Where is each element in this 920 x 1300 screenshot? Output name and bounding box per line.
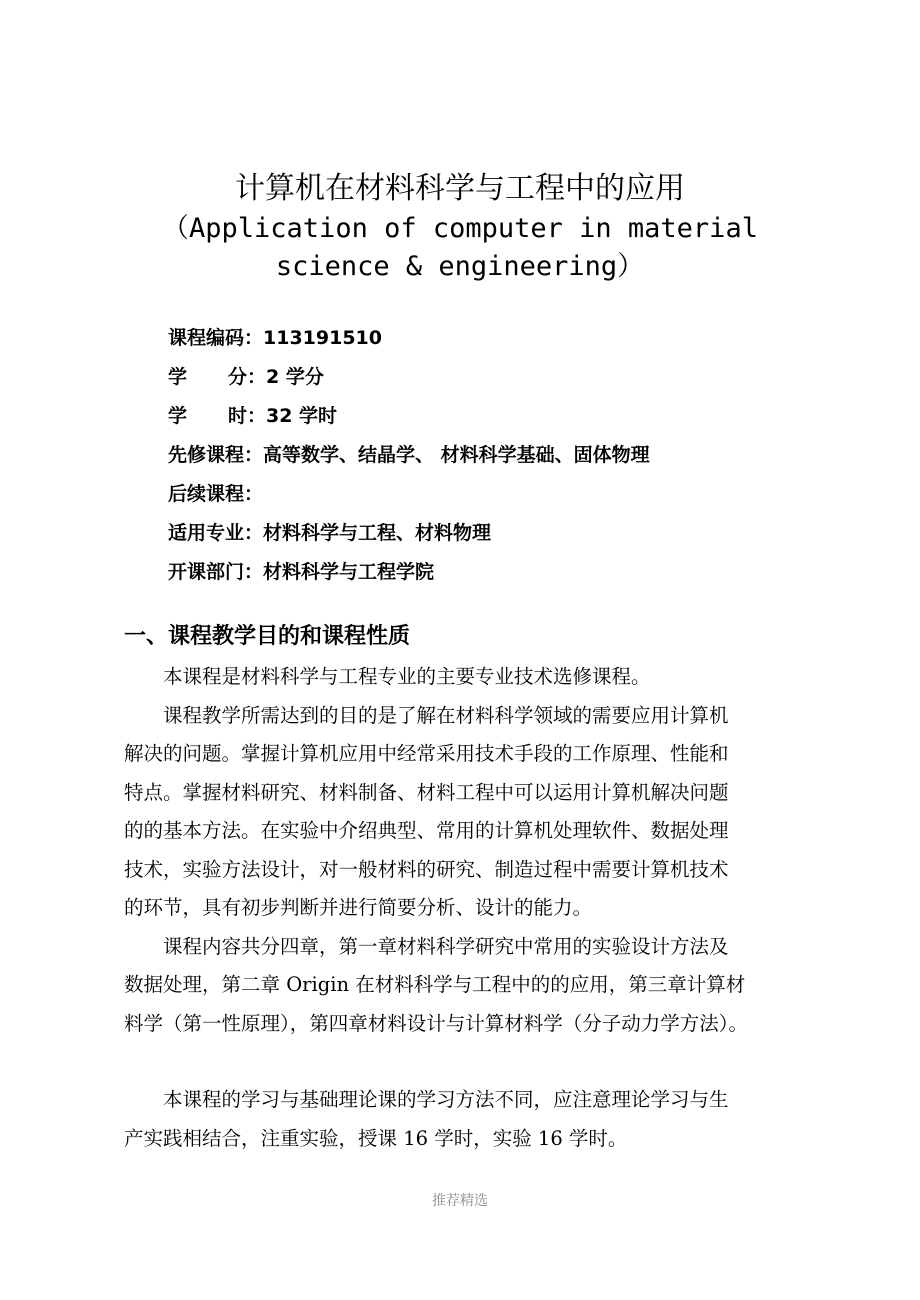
hours-label-a: 学 <box>168 405 188 427</box>
majors-row <box>168 517 650 556</box>
prerequisites-label: 先修课程： <box>168 444 264 466</box>
paragraph-2-line: 课程教学所需达到的目的是了解在材料科学领域的需要应用计算机 <box>163 703 729 727</box>
section-heading: 一、课程教学目的和课程性质 <box>124 624 411 649</box>
paragraph-2-line: 的环节，具有初步判断并进行简要分析、设计的能力。 <box>124 896 593 919</box>
paragraph-2-line: 技术，实验方法设计，对一般材料的研究、制造过程中需要计算机技术 <box>124 857 729 881</box>
hours-label-b: 时： <box>227 405 266 427</box>
prerequisites-row <box>168 439 650 478</box>
paragraph-3-line: 料学（第一性原理），第四章材料设计与计算材料学（分子动力学方法）。 <box>124 1011 749 1035</box>
paragraph-3-line: 数据处理，第二章 Origin 在材料科学与工程中的的应用，第三章计算材 <box>124 973 746 996</box>
majors-label: 适用专业： <box>168 522 264 544</box>
course-info <box>168 322 650 595</box>
credits-value: 2 学分 <box>266 366 324 388</box>
follow-up-row <box>168 478 650 517</box>
title-chinese: 计算机在材料科学与工程中的应用 <box>235 171 685 206</box>
title-english-line1: （Application of computer in material <box>162 213 758 244</box>
hours-label <box>168 400 266 432</box>
paragraph-2-line: 的的基本方法。在实验中介绍典型、常用的计算机处理软件、数据处理 <box>124 819 729 842</box>
course-code-label: 课程编码： <box>168 327 264 349</box>
paragraph-4-line: 本课程的学习与基础理论课的学习方法不同，应注意理论学习与生 <box>163 1088 729 1111</box>
credits-label <box>168 361 266 393</box>
paragraph-2-line: 解决的问题。掌握计算机应用中经常采用技术手段的工作原理、性能和 <box>124 742 729 765</box>
paragraph-4 <box>124 1081 796 1158</box>
section-body <box>124 658 796 1158</box>
prerequisites-value: 高等数学、结晶学、 材料科学基础、固体物理 <box>263 444 650 466</box>
hours-row <box>168 400 650 439</box>
page-footer: 推荐精选 <box>432 1193 488 1209</box>
paragraph-2-line: 特点。掌握材料研究、材料制备、材料工程中可以运用计算机解决问题 <box>124 780 729 804</box>
paragraph-3 <box>124 928 796 1044</box>
paragraph-4-line: 产实践相结合，注重实验，授课 16 学时，实验 16 学时。 <box>124 1126 628 1150</box>
credits-row <box>168 361 650 400</box>
paragraph-2 <box>124 697 796 928</box>
course-code-value: 113191510 <box>263 327 382 349</box>
department-label: 开课部门： <box>168 561 264 583</box>
title-english-line2: science & engineering） <box>275 251 645 282</box>
follow-up-label: 后续课程： <box>168 483 264 505</box>
hours-value: 32 学时 <box>266 405 338 427</box>
document-title <box>0 168 920 286</box>
course-code-row <box>168 322 650 361</box>
paragraph-3-line: 课程内容共分四章，第一章材料科学研究中常用的实验设计方法及 <box>163 934 729 958</box>
department-row <box>168 556 650 595</box>
majors-value: 材料科学与工程、材料物理 <box>263 522 492 544</box>
department-value: 材料科学与工程学院 <box>263 561 435 583</box>
paragraph-1: 本课程是材料科学与工程专业的主要专业技术选修课程。 <box>163 665 651 688</box>
credits-label-a: 学 <box>168 366 188 388</box>
blank-line <box>124 1043 796 1081</box>
credits-label-b: 分： <box>227 366 266 388</box>
